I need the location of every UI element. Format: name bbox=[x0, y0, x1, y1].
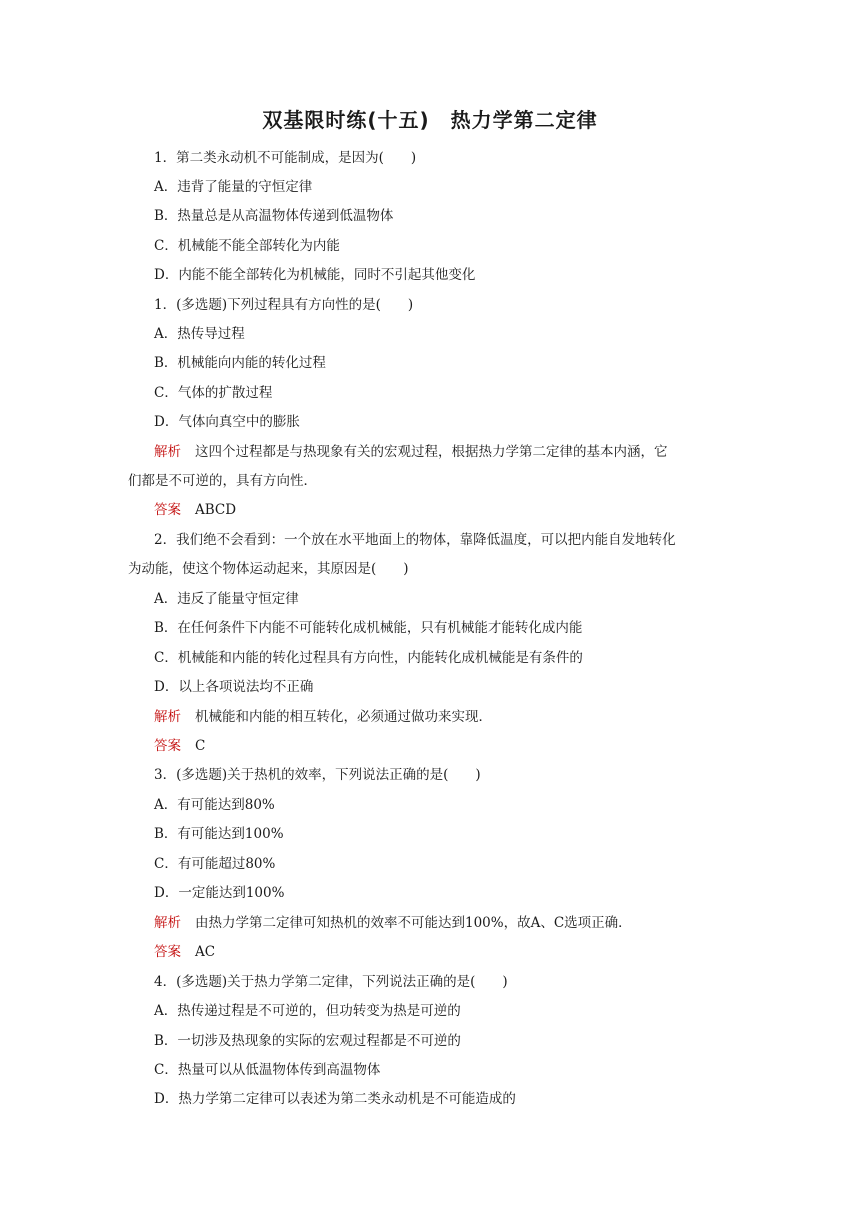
question-3-option-b: B．有可能达到100% bbox=[154, 826, 284, 842]
question-1b-analysis bbox=[154, 442, 668, 462]
answer-label: 答案 bbox=[154, 944, 181, 960]
question-4-stem: 4．(多选题)关于热力学第二定律，下列说法正确的是( ) bbox=[154, 974, 508, 990]
question-1b-option-a: A．热传导过程 bbox=[154, 326, 245, 342]
question-2-analysis bbox=[154, 707, 492, 727]
question-3-option-a: A．有可能达到80% bbox=[154, 797, 275, 813]
question-2-option-a: A．违反了能量守恒定律 bbox=[154, 591, 299, 607]
answer-label: 答案 bbox=[154, 502, 181, 518]
question-1b-stem: 1．(多选题)下列过程具有方向性的是( ) bbox=[154, 297, 414, 313]
analysis-label: 解析 bbox=[154, 444, 181, 460]
question-3-option-c: C．有可能超过80% bbox=[154, 856, 276, 872]
analysis-label: 解析 bbox=[154, 709, 181, 725]
question-4-option-b: B．一切涉及热现象的实际的宏观过程都是不可逆的 bbox=[154, 1033, 461, 1049]
question-1b-option-b: B．机械能向内能的转化过程 bbox=[154, 355, 326, 371]
question-1-stem: 1．第二类永动机不可能制成，是因为( ) bbox=[154, 150, 417, 166]
page-title: 双基限时练(十五) 热力学第二定律 bbox=[262, 108, 598, 132]
question-2-stem-continued: 为动能，使这个物体运动起来，其原因是( ) bbox=[128, 561, 409, 577]
question-2-option-d: D．以上各项说法均不正确 bbox=[154, 679, 314, 695]
analysis-text: 这四个过程都是与热现象有关的宏观过程，根据热力学第二定律的基本内涵，它 bbox=[195, 444, 668, 460]
question-2-option-b: B．在任何条件下内能不可能转化成机械能，只有机械能才能转化成内能 bbox=[154, 620, 583, 636]
question-1b-analysis-continued: 们都是不可逆的，具有方向性． bbox=[128, 473, 317, 489]
question-3-answer bbox=[154, 942, 215, 962]
question-1-option-d: D．内能不能全部转化为机械能，同时不引起其他变化 bbox=[154, 267, 476, 283]
answer-label: 答案 bbox=[154, 738, 181, 754]
answer-text: AC bbox=[195, 944, 216, 960]
question-4-option-a: A．热传递过程是不可逆的，但功转变为热是可逆的 bbox=[154, 1003, 461, 1019]
question-3-stem: 3．(多选题)关于热机的效率，下列说法正确的是( ) bbox=[154, 767, 481, 783]
question-2-stem: 2．我们绝不会看到：一个放在水平地面上的物体，靠降低温度，可以把内能自发地转化 bbox=[154, 532, 676, 548]
answer-text: C bbox=[195, 738, 206, 754]
question-4-option-c: C．热量可以从低温物体传到高温物体 bbox=[154, 1062, 381, 1078]
question-3-analysis bbox=[154, 913, 632, 933]
question-1b-option-c: C．气体的扩散过程 bbox=[154, 385, 273, 401]
analysis-text: 机械能和内能的相互转化，必须通过做功来实现． bbox=[195, 709, 492, 725]
question-1-option-c: C．机械能不能全部转化为内能 bbox=[154, 238, 340, 254]
answer-text: ABCD bbox=[195, 502, 237, 518]
analysis-label: 解析 bbox=[154, 915, 181, 931]
question-2-option-c: C．机械能和内能的转化过程具有方向性，内能转化成机械能是有条件的 bbox=[154, 650, 583, 666]
question-1-option-a: A．违背了能量的守恒定律 bbox=[154, 179, 313, 195]
analysis-text: 由热力学第二定律可知热机的效率不可能达到100%，故A、C选项正确． bbox=[195, 915, 632, 931]
question-1-option-b: B．热量总是从高温物体传递到低温物体 bbox=[154, 208, 394, 224]
question-4-option-d: D．热力学第二定律可以表述为第二类永动机是不可能造成的 bbox=[154, 1091, 516, 1107]
question-3-option-d: D．一定能达到100% bbox=[154, 885, 285, 901]
question-1b-answer bbox=[154, 500, 236, 520]
question-1b-option-d: D．气体向真空中的膨胀 bbox=[154, 414, 300, 430]
question-2-answer bbox=[154, 736, 205, 756]
